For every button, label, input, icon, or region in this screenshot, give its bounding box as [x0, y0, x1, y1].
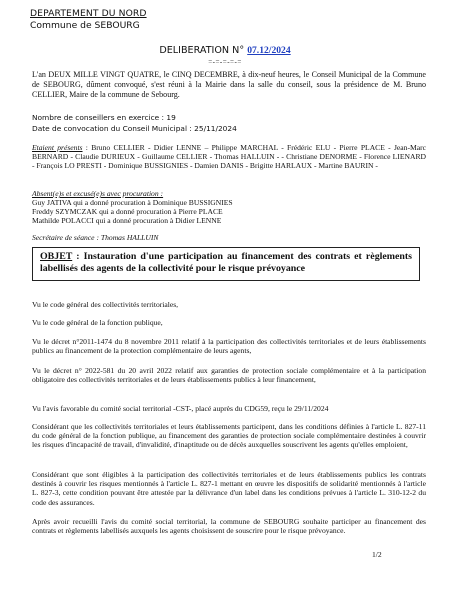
department-header: DEPARTEMENT DU NORD: [30, 8, 147, 19]
body-paragraph: Considérant que les collectivités territoriales et leurs établissements participent, dans les conditions définies à l'article L. 827-11 du code général de la fonction publique, au financement des garanties de protection sociale complémentaire destinées à couvrir les risques d'incapacité de travail, d'invalidité, d'inaptitude ou de décès auxquelles souscrivent les agents qu'elles emploient,: [32, 422, 426, 450]
conseillers-count: Nombre de conseillers en exercice : 19: [32, 113, 176, 122]
presents-list: : Bruno CELLIER - Didier LENNE – Philippe MARCHAL - Frédéric ELU - Pierre PLACE - Jean-Marc BERNARD - Claudie DURIEUX - Guillaume CELLIER - Thomas HALLUIN - - Christiane DENORME - Florence LIENARD - François LO PRESTI - Dominique BUSSIGNIES - Damien DANIS - Brigitte HARLAUX - Martine BAURIN -: [32, 143, 427, 171]
body-paragraph: Vu le code général de la fonction publique,: [32, 318, 163, 327]
commune-header: Commune de SEBOURG: [30, 20, 140, 31]
deliberation-number: 07.12/2024: [247, 45, 291, 56]
objet-title: [40, 251, 412, 276]
convocation-date: Date de convocation du Conseil Municipal : 25/11/2024: [32, 124, 237, 133]
absent-line: Freddy SZYMCZAK qui a donné procuration à Pierre PLACE: [32, 207, 223, 216]
secretaire-line: Secrétaire de séance : Thomas HALLUIN: [32, 233, 159, 242]
deliberation-title: [0, 45, 450, 56]
body-paragraph: Vu le code général des collectivités territoriales,: [32, 300, 179, 309]
objet-label: OBJET: [40, 251, 73, 262]
body-paragraph: Considérant que sont éligibles à la participation des collectivités territoriales et de leurs établissements publics les contrats destinés à couvrir les risques mentionnés à l'article L. 827-1 mettant en œuvre les dispositifs de solidarité mentionnés à l'article L. 827-3, cette condition pouvant être attestée par la délivrance d'un label dans les conditions prévues à l'article L. 310-12-2 du code des assurances.: [32, 470, 426, 507]
body-paragraph: Après avoir recueilli l'avis du comité social territorial, la commune de SEBOURG souhaite participer au financement des contrats et règlements labellisés auxquels les agents choisissent de souscrire pour le risque prévoyance.: [32, 517, 426, 536]
deliberation-label: DELIBERATION N°: [159, 45, 245, 56]
page-number: 1/2: [372, 550, 382, 559]
body-paragraph: Vu l'avis favorable du comité social territorial -CST-, placé auprès du CDG59, reçu le 29/11/2024: [32, 404, 329, 413]
body-paragraph: Vu le décret n°2011-1474 du 8 novembre 2011 relatif à la participation des collectivités territoriales et de leurs établissements publics au financement de la protection complémentaire de leurs agents,: [32, 337, 426, 356]
body-paragraph: Vu le décret n° 2022-581 du 20 avril 2022 relatif aux garanties de protection sociale complémentaire et à la participation obligatoire des collectivités territoriales et de leurs établissements publics à leur financement,: [32, 366, 426, 385]
presents-label: Etaient présents: [32, 143, 83, 152]
absents-label: Absent(e)s et excusé(e)s avec procuration :: [32, 189, 164, 198]
absent-line: Guy JATIVA qui a donné procuration à Dominique BUSSIGNIES: [32, 198, 233, 207]
intro-paragraph: L'an DEUX MILLE VINGT QUATRE, le CINQ DECEMBRE, à dix-neuf heures, le Conseil Municipal de la Commune de SEBOURG, dûment convoqué, s'est réuni à la Mairie dans la salle du conseil, sous la présidence de M. Bruno CELLIER, Maire de la commune de Sebourg.: [32, 70, 426, 99]
separator: =-=-=-=-=: [208, 58, 242, 66]
absent-line: Mathilde POLACCI qui a donné procuration à Didier LENNE: [32, 216, 222, 225]
presents-paragraph: [32, 143, 426, 171]
objet-text: : Instauration d'une participation au financement des contrats et règlements labellisés des agents de la collectivité pour le risque prévoyance: [40, 251, 412, 275]
